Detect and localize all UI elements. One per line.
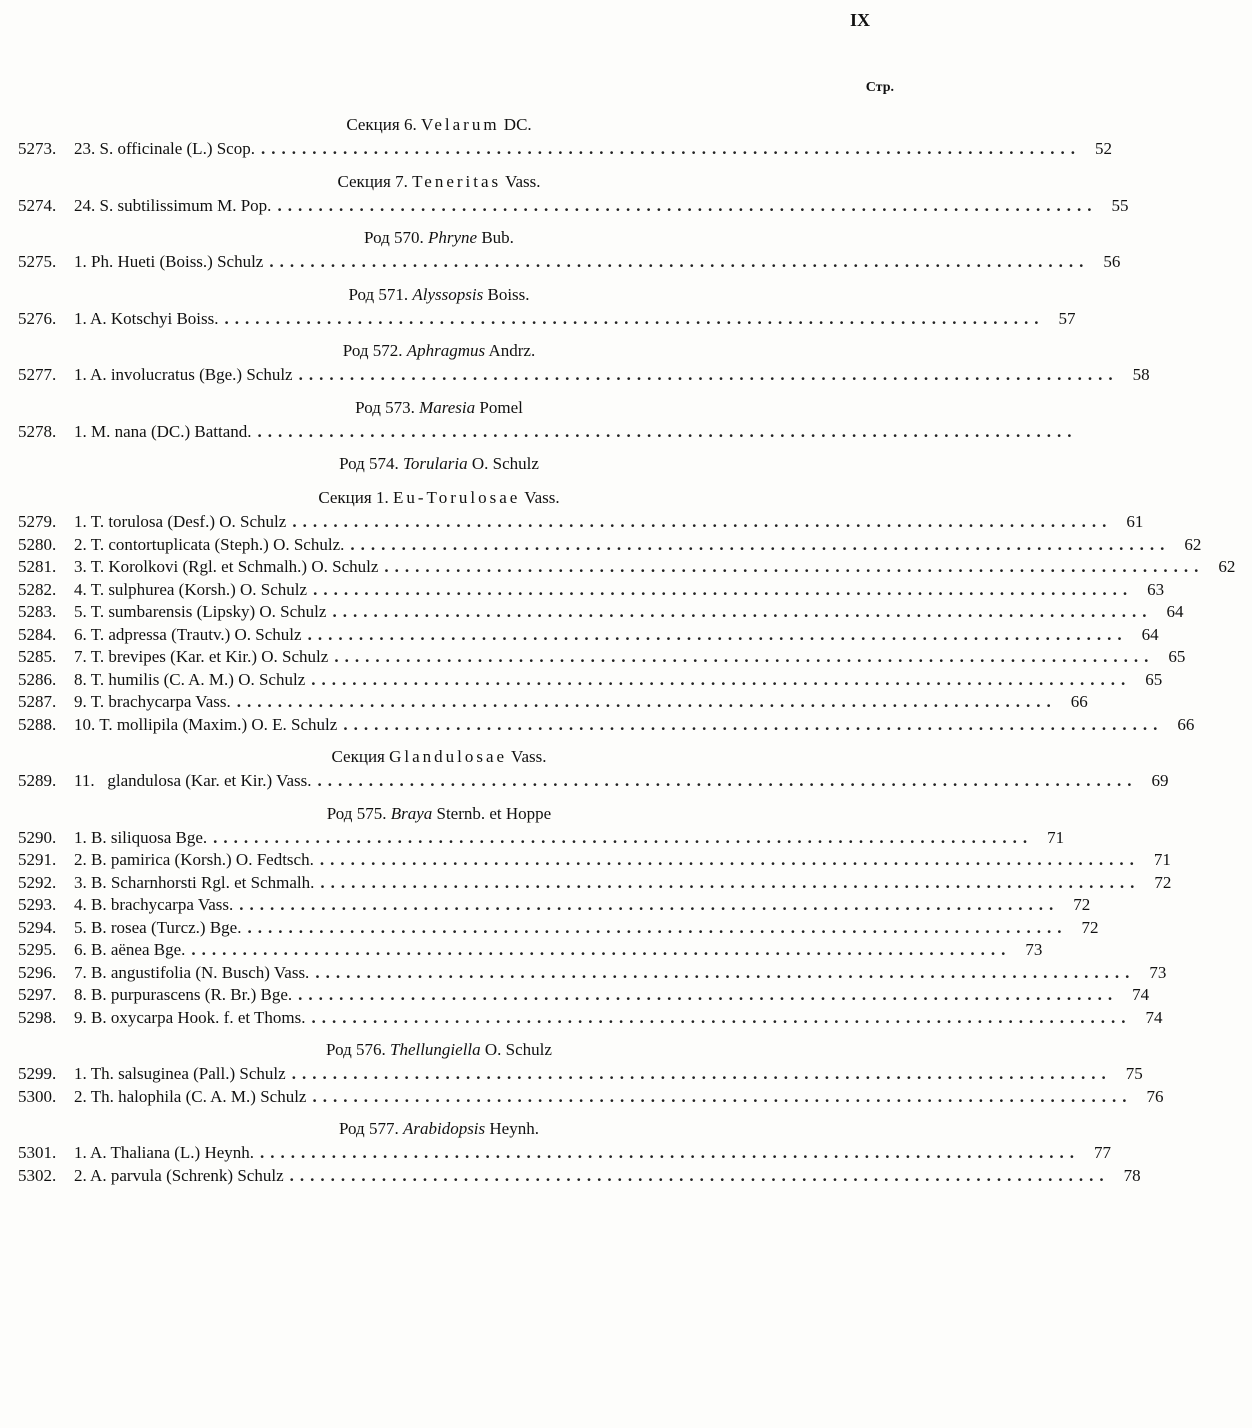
page-reference: 76 bbox=[1146, 1086, 1164, 1106]
section-heading bbox=[18, 451, 890, 477]
species-name: 4. B. brachycarpa Vass. bbox=[74, 895, 234, 914]
entry-number: 5276. bbox=[18, 308, 57, 328]
entry-number: 5283. bbox=[18, 602, 57, 621]
page-reference: 66 bbox=[1070, 692, 1088, 711]
species-name: 9. T. brachycarpa Vass. bbox=[74, 692, 231, 711]
heading-taxon-name: Maresia bbox=[419, 397, 476, 417]
page-reference: 64 bbox=[1141, 624, 1159, 644]
entry-number: 5292. bbox=[18, 872, 57, 892]
page-reference: 72 bbox=[1081, 917, 1099, 937]
index-entry bbox=[18, 364, 1150, 387]
species-name: 1. A. Thaliana (L.) Heynh. bbox=[74, 1143, 255, 1162]
dot-leader: ................................................................................ bbox=[298, 365, 1119, 384]
dot-leader: ................................................................................ bbox=[350, 534, 1171, 554]
index-entry bbox=[18, 962, 1167, 985]
entry-number: 5301. bbox=[18, 1143, 57, 1162]
dot-leader: ................................................................................ bbox=[224, 308, 1045, 328]
species-name: 7. T. brevipes (Kar. et Kir.) O. Schulz bbox=[74, 647, 329, 666]
entry-number: 5280. bbox=[18, 534, 57, 554]
page-reference: 71 bbox=[1047, 827, 1065, 847]
index-entry bbox=[18, 511, 1144, 534]
page-reference: 56 bbox=[1103, 252, 1121, 271]
heading-prefix: Род 572. bbox=[342, 341, 407, 360]
dot-leader: ................................................................................ bbox=[343, 714, 1164, 734]
heading-suffix: Vass. bbox=[501, 171, 541, 191]
dot-leader: ................................................................................ bbox=[298, 985, 1119, 1004]
dot-leader: ................................................................................ bbox=[239, 895, 1060, 914]
index-entry bbox=[18, 534, 1202, 557]
index-entry bbox=[18, 714, 1195, 737]
heading-suffix: DC. bbox=[499, 115, 532, 134]
dot-leader: ................................................................................ bbox=[313, 579, 1134, 599]
entry-number: 5298. bbox=[18, 1007, 57, 1027]
heading-prefix: Род 576. bbox=[326, 1040, 390, 1059]
dot-leader: ................................................................................ bbox=[269, 252, 1090, 271]
page-reference: 65 bbox=[1145, 669, 1163, 689]
heading-suffix: Sternb. et Hoppe bbox=[432, 803, 552, 823]
index-entry bbox=[18, 579, 1165, 602]
page-reference: 78 bbox=[1123, 1165, 1141, 1185]
dot-leader: ................................................................................ bbox=[289, 1165, 1110, 1185]
index-entry bbox=[18, 849, 1171, 872]
index-entry bbox=[18, 669, 1163, 692]
dot-leader: ................................................................................ bbox=[213, 827, 1034, 847]
index-entry bbox=[18, 917, 1099, 940]
heading-taxon-name: Phryne bbox=[428, 228, 478, 247]
section-heading bbox=[18, 801, 890, 827]
entry-number: 5282. bbox=[18, 579, 57, 599]
heading-prefix: Род 570. bbox=[364, 228, 428, 247]
heading-taxon-name: Braya bbox=[390, 803, 433, 823]
page-reference: 74 bbox=[1145, 1007, 1163, 1027]
page-number: IX bbox=[849, 10, 870, 30]
heading-taxon-name: Alyssopsis bbox=[412, 284, 484, 304]
heading-taxon-name: Velarum bbox=[420, 115, 500, 134]
index-entry bbox=[18, 939, 1043, 962]
species-name: 3. B. Scharnhorsti Rgl. et Schmalh. bbox=[74, 872, 315, 892]
heading-taxon-name: Arabidopsis bbox=[402, 1119, 486, 1138]
species-name: 1. Th. salsuginea (Pall.) Schulz bbox=[74, 1064, 286, 1083]
index-entry bbox=[18, 308, 1076, 331]
entry-number: 5286. bbox=[18, 669, 57, 689]
index-entry bbox=[18, 1142, 1112, 1165]
index-entry bbox=[18, 827, 1065, 850]
species-name: 5. T. sumbarensis (Lipsky) O. Schulz bbox=[74, 602, 327, 621]
page-reference: 74 bbox=[1132, 985, 1150, 1004]
index-entry bbox=[18, 1007, 1163, 1030]
heading-taxon-name: Glandulosae bbox=[389, 747, 508, 766]
dot-leader: ................................................................................ bbox=[291, 1064, 1112, 1083]
species-name: 4. T. sulphurea (Korsh.) O. Schulz bbox=[74, 579, 308, 599]
index-entry bbox=[18, 1063, 1143, 1086]
page-reference: 63 bbox=[1147, 579, 1165, 599]
species-name: 11. glandulosa (Kar. et Kir.) Vass. bbox=[74, 771, 312, 790]
species-name: 1. B. siliquosa Bge. bbox=[74, 827, 208, 847]
species-name: 2. B. pamirica (Korsh.) O. Fedtsch. bbox=[74, 850, 314, 869]
heading-prefix: Род 574. bbox=[339, 454, 404, 473]
entry-number: 5285. bbox=[18, 647, 57, 666]
dot-leader: ................................................................................ bbox=[317, 771, 1138, 790]
heading-taxon-name: Aphragmus bbox=[406, 341, 486, 360]
heading-prefix: Род 575. bbox=[326, 803, 391, 823]
section-heading bbox=[18, 485, 890, 511]
page-reference: 58 bbox=[1132, 365, 1150, 384]
entry-number: 5288. bbox=[18, 714, 57, 734]
heading-prefix: Секция 1. bbox=[318, 488, 393, 507]
species-name: 7. B. angustifolia (N. Busch) Vass. bbox=[74, 962, 310, 982]
index-entry bbox=[18, 195, 1129, 218]
page-reference: 62 bbox=[1184, 534, 1202, 554]
dot-leader: ................................................................................ bbox=[311, 1007, 1132, 1027]
heading-taxon-name: Thellungiella bbox=[389, 1040, 481, 1059]
heading-suffix: Bub. bbox=[477, 228, 514, 247]
species-name: 8. T. humilis (C. A. M.) O. Schulz bbox=[74, 669, 306, 689]
section-heading bbox=[18, 744, 890, 770]
entry-number: 5278. bbox=[18, 421, 57, 441]
entry-number: 5289. bbox=[18, 771, 57, 790]
species-name: 1. M. nana (DC.) Battand. bbox=[74, 421, 252, 441]
heading-taxon-name: Eu-Torulosae bbox=[392, 488, 521, 507]
entry-number: 5294. bbox=[18, 917, 57, 937]
heading-suffix: Vass. bbox=[507, 747, 547, 766]
dot-leader: ................................................................................ bbox=[260, 139, 1081, 158]
species-name: 10. T. mollipila (Maxim.) O. E. Schulz bbox=[74, 714, 338, 734]
dot-leader: ................................................................................ bbox=[307, 624, 1128, 644]
page-reference: 66 bbox=[1177, 714, 1195, 734]
entry-number: 5302. bbox=[18, 1165, 57, 1185]
species-name: 8. B. purpurascens (R. Br.) Bge. bbox=[74, 985, 293, 1004]
dot-leader: ................................................................................ bbox=[311, 669, 1132, 689]
dot-leader: ................................................................................ bbox=[332, 602, 1153, 621]
page-reference: 72 bbox=[1154, 872, 1172, 892]
page-reference: 57 bbox=[1058, 308, 1076, 328]
page-reference: 72 bbox=[1073, 895, 1091, 914]
species-name: 2. Th. halophila (C. A. M.) Schulz bbox=[74, 1086, 307, 1106]
entry-number: 5295. bbox=[18, 940, 57, 959]
entry-number: 5300. bbox=[18, 1086, 57, 1106]
dot-leader: ................................................................................ bbox=[191, 940, 1012, 959]
dot-leader: ................................................................................ bbox=[292, 512, 1113, 531]
entry-number: 5291. bbox=[18, 850, 57, 869]
species-name: 24. S. subtilissimum M. Pop. bbox=[74, 195, 272, 215]
heading-taxon-name: Torularia bbox=[403, 454, 468, 473]
dot-leader: ................................................................................ bbox=[384, 557, 1205, 576]
index-entry bbox=[18, 421, 1078, 444]
entry-number: 5296. bbox=[18, 962, 57, 982]
species-name: 1. A. Kotschyi Boiss. bbox=[74, 308, 219, 328]
species-name: 1. A. involucratus (Bge.) Schulz bbox=[74, 365, 293, 384]
index-entry bbox=[18, 251, 1121, 274]
entry-number: 5274. bbox=[18, 195, 57, 215]
species-name: 2. T. contortuplicata (Steph.) O. Schulz. bbox=[74, 534, 345, 554]
index-entry bbox=[18, 894, 1091, 917]
page-reference: 77 bbox=[1094, 1143, 1112, 1162]
dot-leader: ................................................................................ bbox=[315, 962, 1136, 982]
dot-leader: ................................................................................ bbox=[334, 647, 1155, 666]
page-reference: 73 bbox=[1149, 962, 1167, 982]
species-name: 6. T. adpressa (Trautv.) O. Schulz bbox=[74, 624, 302, 644]
heading-prefix: Секция 6. bbox=[346, 115, 421, 134]
index-entry bbox=[18, 556, 1236, 579]
entry-number: 5279. bbox=[18, 512, 57, 531]
species-name: 3. T. Korolkovi (Rgl. et Schmalh.) O. Schulz bbox=[74, 557, 379, 576]
section-heading bbox=[18, 169, 890, 195]
page-reference: 62 bbox=[1218, 557, 1236, 576]
entry-number: 5284. bbox=[18, 624, 57, 644]
entry-number: 5277. bbox=[18, 365, 57, 384]
dot-leader: ................................................................................ bbox=[236, 692, 1057, 711]
species-name: 23. S. officinale (L.) Scop. bbox=[74, 139, 255, 158]
entry-number: 5281. bbox=[18, 557, 57, 576]
page-reference: 69 bbox=[1151, 771, 1169, 790]
species-name: 9. B. oxycarpa Hook. f. et Thoms. bbox=[74, 1007, 306, 1027]
heading-suffix: Heynh. bbox=[485, 1119, 539, 1138]
heading-suffix: O. Schulz bbox=[480, 1040, 552, 1059]
heading-suffix: Andrz. bbox=[485, 341, 536, 360]
entry-number: 5299. bbox=[18, 1064, 57, 1083]
heading-suffix: O. Schulz bbox=[467, 454, 539, 473]
dot-leader: ................................................................................ bbox=[277, 195, 1098, 215]
heading-taxon-name: Teneritas bbox=[412, 171, 502, 191]
index-entry bbox=[18, 872, 1172, 895]
entry-number: 5273. bbox=[18, 139, 57, 158]
index-entry bbox=[18, 984, 1150, 1007]
page-reference: 61 bbox=[1126, 512, 1144, 531]
entry-number: 5293. bbox=[18, 895, 57, 914]
index-entry bbox=[18, 624, 1159, 647]
heading-suffix: Boiss. bbox=[483, 284, 530, 304]
section-heading bbox=[18, 338, 890, 364]
species-name: 2. A. parvula (Schrenk) Schulz bbox=[74, 1165, 284, 1185]
page-reference: 75 bbox=[1125, 1064, 1143, 1083]
entry-number: 5275. bbox=[18, 252, 57, 271]
index-entry bbox=[18, 138, 1112, 161]
index-entry bbox=[18, 1165, 1141, 1188]
species-name: 6. B. aënea Bge. bbox=[74, 940, 186, 959]
heading-prefix: Секция bbox=[331, 747, 390, 766]
page-reference: 73 bbox=[1025, 940, 1043, 959]
entry-number: 5297. bbox=[18, 985, 57, 1004]
species-name: 5. B. rosea (Turcz.) Bge. bbox=[74, 917, 242, 937]
section-heading bbox=[18, 1037, 890, 1063]
index-entry bbox=[18, 691, 1088, 714]
section-heading bbox=[18, 225, 890, 251]
dot-leader: ................................................................................ bbox=[260, 1143, 1081, 1162]
entry-number: 5290. bbox=[18, 827, 57, 847]
index-entry bbox=[18, 646, 1186, 669]
page-reference: 52 bbox=[1094, 139, 1112, 158]
section-heading bbox=[18, 282, 890, 308]
section-heading bbox=[18, 112, 890, 138]
page-reference: 71 bbox=[1153, 850, 1171, 869]
heading-prefix: Род 571. bbox=[348, 284, 413, 304]
dot-leader: ................................................................................ bbox=[247, 917, 1068, 937]
dot-leader: ................................................................................ bbox=[312, 1086, 1133, 1106]
index-entry bbox=[18, 1086, 1164, 1109]
page-column-header: Стр. bbox=[865, 80, 894, 95]
dot-leader: ................................................................................ bbox=[320, 872, 1141, 892]
heading-suffix: Vass. bbox=[520, 488, 560, 507]
index-entry bbox=[18, 601, 1184, 624]
section-heading bbox=[18, 395, 890, 421]
heading-prefix: Род 577. bbox=[339, 1119, 403, 1138]
section-heading bbox=[18, 1116, 890, 1142]
dot-leader: ................................................................................ bbox=[319, 850, 1140, 869]
page-reference: 64 bbox=[1166, 602, 1184, 621]
species-name: 1. Ph. Hueti (Boiss.) Schulz bbox=[74, 252, 264, 271]
species-name: 1. T. torulosa (Desf.) O. Schulz bbox=[74, 512, 287, 531]
heading-suffix: Pomel bbox=[475, 397, 523, 417]
index-list bbox=[18, 104, 1236, 1187]
index-entry bbox=[18, 770, 1169, 793]
heading-prefix: Род 573. bbox=[355, 397, 420, 417]
heading-prefix: Секция 7. bbox=[337, 171, 413, 191]
dot-leader: ................................................................................ bbox=[257, 421, 1078, 441]
entry-number: 5287. bbox=[18, 692, 57, 711]
page-reference: 55 bbox=[1111, 195, 1129, 215]
page-reference: 65 bbox=[1168, 647, 1186, 666]
